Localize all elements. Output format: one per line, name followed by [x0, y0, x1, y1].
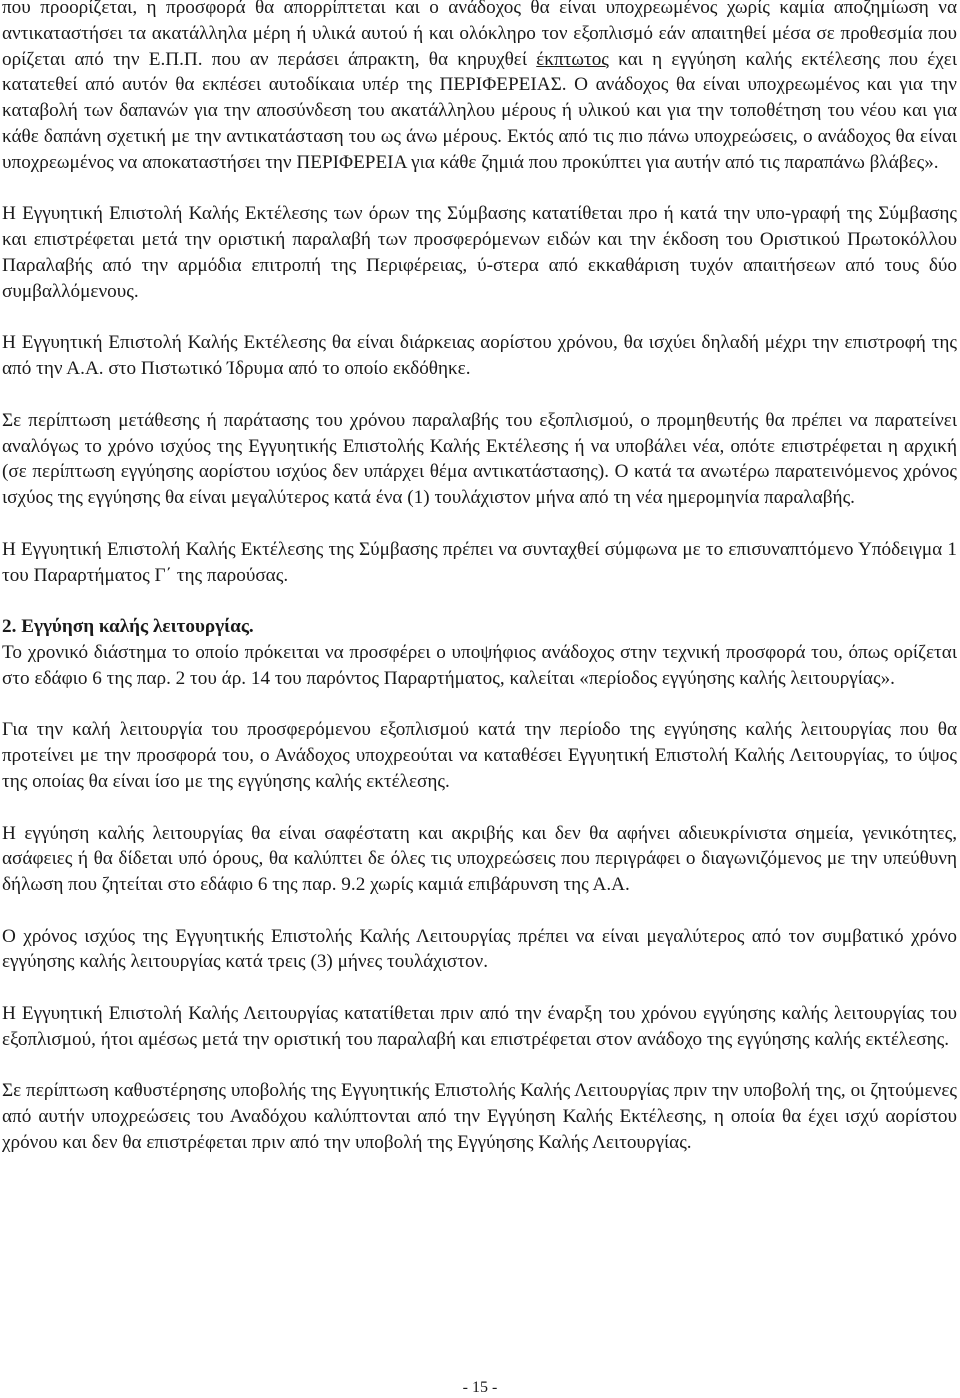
paragraph-warranty-letter: Για την καλή λειτουργία του προσφερόμενου εξοπλισμού κατά την περίοδο της εγγύησης καλής λειτουργίας που θα προτείνει με την προσφορά του, ο Ανάδοχος υποχρεούται να καταθέσει Εγγυητική Επιστολή Καλής Λειτουργίας, το ύψος της οποίας θα είναι ίσο με της εγγύησης καλής εκτέλεσης.: [2, 719, 957, 792]
paragraph-warranty-submission: Η Εγγυητική Επιστολή Καλής Λειτουργίας κατατίθεται πριν από την έναρξη του χρόνου εγγύησης καλής λειτουργίας του εξοπλισμού, ήτοι αμέσως μετά την οριστική του παραλαβή και επιστρέφεται στον ανάδοχο της εγγύησης καλής εκτέλεσης.: [2, 1003, 957, 1050]
paragraph-performance-guarantee-duration: Η Εγγυητική Επιστολή Καλής Εκτέλεσης θα είναι διάρκειας αορίστου χρόνου, θα ισχύει δηλαδή μέχρι την επιστροφή της από την Α.Α. στο Πιστωτικό Ίδρυμα από το οποίο εκδόθηκε.: [2, 332, 957, 380]
paragraph-warranty-delay: Σε περίπτωση καθυστέρησης υποβολής της Εγγυητικής Επιστολής Καλής Λειτουργίας πριν την υποβολή της, οι ζητούμενες από αυτήν υποχρεώσεις του Αναδόχου καλύπτονται από την Εγγύηση Καλής Εκτέλεσης, η οποία θα έχει ισχύ αορίστου χρόνου και δεν θα επιστρέφεται πριν από την υποβολή της Εγγύησης Καλής Λειτουργίας.: [2, 1080, 957, 1154]
paragraph-warranty-validity: Ο χρόνος ισχύος της Εγγυητικής Επιστολής Καλής Λειτουργίας πρέπει να είναι μεγαλύτερος από τον συμβατικό χρόνο εγγύησης καλής λειτουργίας κατά τρεις (3) μήνες τουλάχιστον.: [2, 925, 957, 973]
section-heading: 2. Εγγύηση καλής λειτουργίας.: [2, 616, 254, 638]
underlined-term: έκπτωτος: [536, 48, 609, 70]
paragraph-guarantee-template: Η Εγγυητική Επιστολή Καλής Εκτέλεσης της Σύμβασης πρέπει να συνταχθεί σύμφωνα με το επισυναπτόμενο Υπόδειγμα 1 του Παραρτήματος Γ΄ της παρούσας.: [2, 538, 957, 586]
paragraph-text: που προορίζεται, η προσφορά θα απορρίπτεται και ο ανάδοχος θα είναι υποχρεωμένος χωρίς καμία αποζημίωση να αντικαταστήσει τα ακατάλληλα μέρη ή υλικά αυτού ή και ολόκληρο τον εξοπλισμό εάν απαιτηθεί μέσα σε προθεσμία που ορίζεται από την Ε.Π.Π. που αν περάσει άπρακτη, θα κηρυχθεί: [2, 0, 957, 70]
paragraph-delivery-extension: Σε περίπτωση μετάθεσης ή παράτασης του χρόνου παραλαβής του εξοπλισμού, ο προμηθευτής θα πρέπει να παρατείνει αναλόγως το χρόνο ισχύος της Εγγυητικής Επιστολής Καλής Εκτέλεσης ή να υποβάλει νέα, οπότε επιστρέφεται η αρχική (σε περίπτωση εγγύησης αορίστου ισχύος δεν υπάρχει θέμα αντικατάστασης). Ο κατά τα ανωτέρω παρατεινόμενος χρόνος ισχύος της εγγύησης θα είναι μεγαλύτερος κατά ένα (1) τουλάχιστον μήνα από τη νέα ημερομηνία παραλαβής.: [2, 409, 957, 509]
paragraph-replacement-obligations: [2, 0, 957, 176]
paragraph-warranty-clarity: Η εγγύηση καλής λειτουργίας θα είναι σαφέστατη και ακριβής και δεν θα αφήνει αδιευκρίνιστα σημεία, γενικότητες, ασάφειες ή θα δίδεται υπό όρους, θα καλύπτει δε όλες τις υποχρεώσεις που περιγράφει ο διαγωνιζόμενος με την υπεύθυνη δήλωση που ζητείται στο εδάφιο 6 της παρ. 9.2 χωρίς καμιά επιβάρυνση της Α.Α.: [2, 822, 957, 896]
paragraph-performance-guarantee-deposit: Η Εγγυητική Επιστολή Καλής Εκτέλεσης των όρων της Σύμβασης κατατίθεται προ ή κατά την υπο-γραφή της Σύμβασης και επιστρέφεται μετά την οριστική παραλαβή των προσφερόμενων ειδών και την έκδοση του Οριστικού Πρωτοκόλλου Παραλαβής από την αρμόδια επιτροπή της Περιφέρειας, ύ-στερα από εκκαθάριση τυχόν απαιτήσεων από τους δύο συμβαλλόμενους.: [2, 203, 957, 302]
page-number: - 15 -: [462, 1379, 498, 1396]
document-page: [2, 0, 957, 1182]
paragraph-text: και η εγγύηση καλής εκτέλεσης που έχει κατατεθεί από αυτόν θα εκπέσει αυτοδίκαια υπέρ της ΠΕΡΙΦΕΡΕΙΑΣ. Ο ανάδοχος θα είναι υποχρεωμένος και για την καταβολή των δαπανών για την αποσύνδεση του ακατάλληλου μέρους ή υλικού και για την τοποθέτηση του νέου και για κάθε δαπάνη σχετική με την αντικατάσταση του ως άνω μέρους. Εκτός από τις πιο πάνω υποχρεώσεις, ο ανάδοχος θα είναι υποχρεωμένος να αποκαταστήσει την ΠΕΡΙΦΕΡΕΙΑ για κάθε ζημιά που προκύπτει για αυτήν από τις παραπάνω βλάβες».: [2, 48, 958, 173]
paragraph-warranty-period: Το χρονικό διάστημα το οποίο πρόκειται να προσφέρει ο υποψήφιος ανάδοχος στην τεχνική προσφορά του, όπως ορίζεται στο εδάφιο 6 της παρ. 2 του άρ. 14 του παρόντος Παραρτήματος, καλείται «περίοδος εγγύησης καλής λειτουργίας».: [2, 641, 957, 689]
